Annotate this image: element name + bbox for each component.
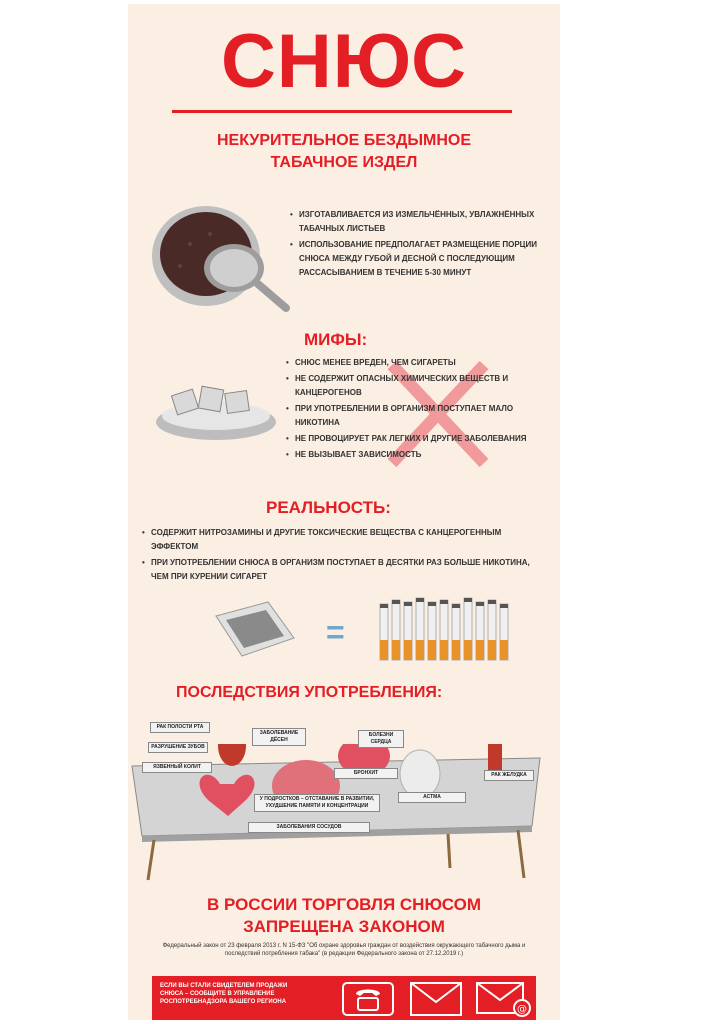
poster-subtitle	[128, 130, 560, 174]
consequences-heading: ПОСЛЕДСТВИЯ УПОТРЕБЛЕНИЯ:	[176, 684, 443, 701]
title-underline	[172, 110, 512, 113]
tag-stomach: ЯЗВЕННЫЙ КОЛИТ	[142, 762, 212, 773]
reality-list	[142, 526, 546, 586]
ban-statement	[128, 894, 560, 938]
snus-pouch-illustration	[208, 598, 298, 660]
tag-vessels: ЗАБОЛЕВАНИЯ СОСУДОВ	[248, 822, 370, 833]
myth-item: • НЕ ВЫЗЫВАЕТ ЗАВИСИМОСТЬ	[286, 448, 538, 462]
myth-item: • НЕ ПРОВОЦИРУЕТ РАК ЛЕГКИХ И ДРУГИЕ ЗАБОЛЕВАНИЯ	[286, 432, 538, 446]
intro-bullet: • ИСПОЛЬЗОВАНИЕ ПРЕДПОЛАГАЕТ РАЗМЕЩЕНИЕ ПОРЦИИ СНЮСА МЕЖДУ ГУБОЙ И ДЕСНОЙ С ПОСЛЕДУЮЩИМ РАССАСЫВАНИЕМ В ТЕЧЕНИЕ 5-30 МИНУТ	[290, 238, 550, 280]
myth-item: • СНЮС МЕНЕЕ ВРЕДЕН, ЧЕМ СИГАРЕТЫ	[286, 356, 538, 370]
reality-heading: РЕАЛЬНОСТЬ:	[266, 498, 391, 517]
law-reference: Федеральный закон от 23 февраля 2013 г. N 15-ФЗ "Об охране здоровья граждан от воздействия окружающего табачного дыма и последствий потребления табака" (в редакции Федерального закона от 27.12.2019 г.)	[162, 943, 526, 957]
myths-heading: МИФЫ:	[304, 330, 368, 349]
report-instructions: ЕСЛИ ВЫ СТАЛИ СВИДЕТЕЛЕМ ПРОДАЖИ СНЮСА – СООБЩИТЕ В УПРАВЛЕНИЕ РОСПОТРЕБНАДЗОРА ВАШЕГО РЕГИОНА	[160, 983, 288, 1005]
report-footer	[152, 976, 536, 1020]
phone-icon	[342, 982, 394, 1020]
subtitle-line-1: НЕКУРИТЕЛЬНОЕ БЕЗДЫМНОЕ	[216, 132, 472, 149]
tag-throat: РАК ЖЕЛУДКА	[484, 770, 534, 781]
tag-gums: РАЗРУШЕНИЕ ЗУБОВ	[148, 742, 208, 753]
tag-teeth: ЗАБОЛЕВАНИЕ ДЁСЕН	[252, 728, 306, 746]
tag-bronchi: БРОНХИТ	[334, 768, 398, 779]
cigarettes-illustration	[376, 596, 512, 666]
tag-heart: БОЛЕЗНИ СЕРДЦА	[358, 730, 404, 748]
svg-text:@: @	[517, 1004, 527, 1015]
email-icon	[476, 982, 532, 1020]
ashtray-illustration	[154, 382, 284, 442]
tag-lungs: АСТМА	[398, 792, 466, 803]
intro-list	[290, 208, 550, 282]
equals-sign: =	[326, 614, 345, 650]
myth-item: • НЕ СОДЕРЖИТ ОПАСНЫХ ХИМИЧЕСКИХ ВЕЩЕСТВ И КАНЦЕРОГЕНОВ	[286, 372, 538, 400]
myth-item: • ПРИ УПОТРЕБЛЕНИИ В ОРГАНИЗМ ПОСТУПАЕТ МАЛО НИКОТИНА	[286, 402, 538, 430]
envelope-icon	[410, 982, 462, 1020]
poster	[128, 4, 560, 1020]
subtitle-line-2: ТАБАЧНОЕ ИЗДЕЛ	[270, 154, 418, 171]
reality-item: • СОДЕРЖИТ НИТРОЗАМИНЫ И ДРУГИЕ ТОКСИЧЕСКИЕ ВЕЩЕСТВА С КАНЦЕРОГЕННЫМ ЭФФЕКТОМ	[142, 526, 546, 554]
ban-line-2: ЗАПРЕЩЕНА ЗАКОНОМ	[243, 917, 445, 936]
tag-mouth-cancer: РАК ПОЛОСТИ РТА	[150, 722, 210, 733]
ban-line-1: В РОССИИ ТОРГОВЛЯ СНЮСОМ	[206, 895, 482, 914]
tag-brain: У ПОДРОСТКОВ – ОТСТАВАНИЕ В РАЗВИТИИ, УХУДШЕНИЕ ПАМЯТИ И КОНЦЕНТРАЦИИ	[254, 794, 380, 812]
myths-list	[286, 356, 538, 464]
reality-item: • ПРИ УПОТРЕБЛЕНИИ СНЮСА В ОРГАНИЗМ ПОСТУПАЕТ В ДЕСЯТКИ РАЗ БОЛЬШЕ НИКОТИНА, ЧЕМ ПРИ КУРЕНИИ СИГАРЕТ	[142, 556, 546, 584]
poster-title: СНЮС	[220, 19, 468, 104]
intro-bullet: • ИЗГОТАВЛИВАЕТСЯ ИЗ ИЗМЕЛЬЧЁННЫХ, УВЛАЖНЁННЫХ ТАБАЧНЫХ ЛИСТЬЕВ	[290, 208, 550, 236]
snus-tin-illustration	[150, 204, 290, 314]
